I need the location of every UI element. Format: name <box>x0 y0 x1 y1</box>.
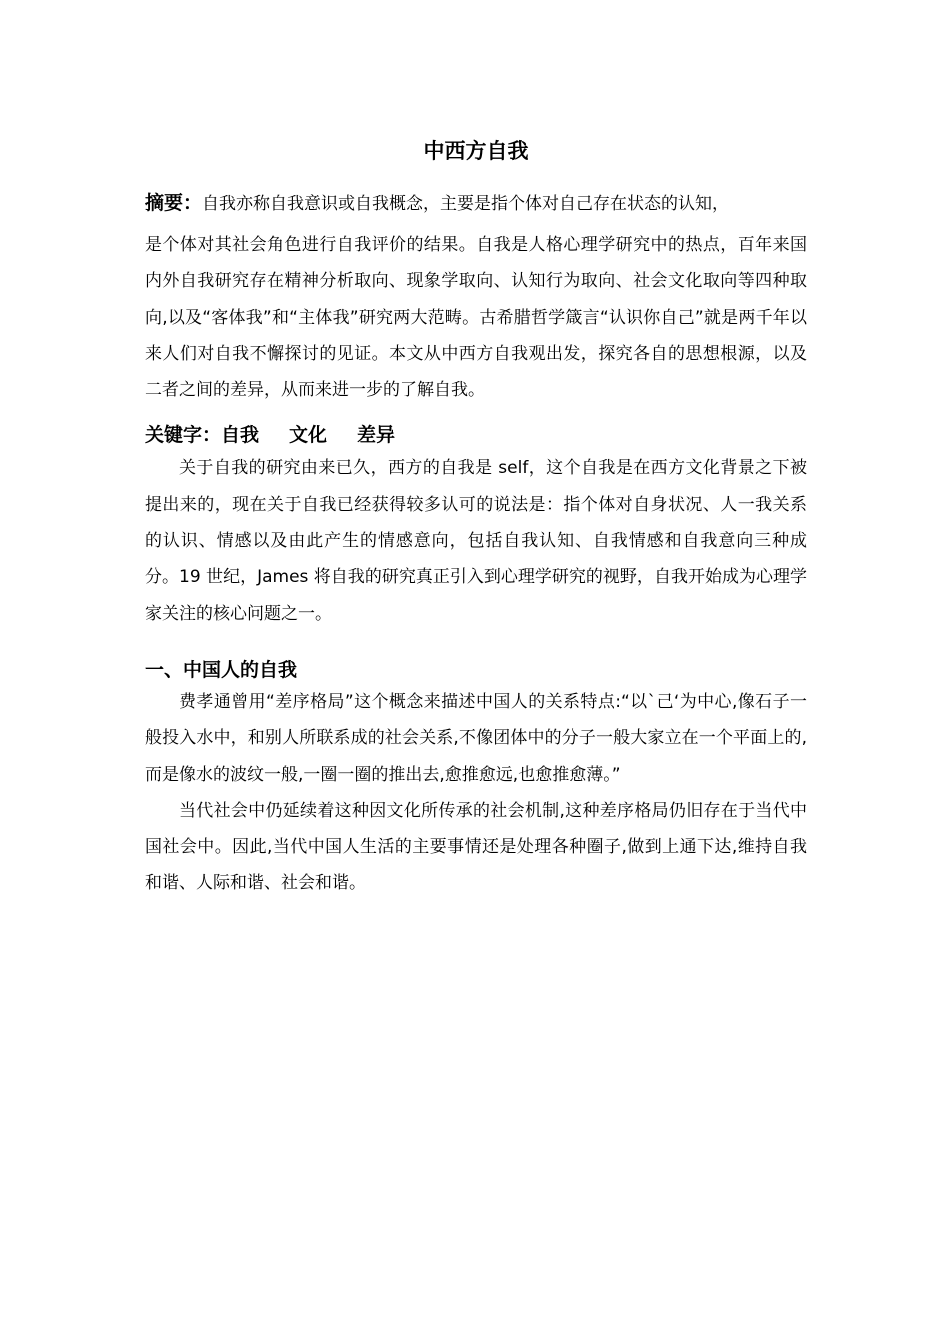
abstract-first-line-text: 自我亦称自我意识或自我概念，主要是指个体对自己存在状态的认知， <box>202 194 730 214</box>
section-paragraph: 当代社会中仍延续着这种因文化所传承的社会机制,这种差序格局仍旧存在于当代中国社会中。因此,当代中国人生活的主要事情还是处理各种圈子,做到上通下达,维持自我和谐、人际和谐、社会和谐。 <box>145 800 807 894</box>
keyword-item: 文化 <box>289 424 328 447</box>
keywords-line <box>145 420 807 450</box>
keyword-item: 差异 <box>357 424 396 447</box>
section-paragraph: 费孝通曾用“差序格局”这个概念来描述中国人的关系特点:“以`己‘为中心,像石子一般投入水中，和别人所联系成的社会关系,不像团体中的分子一般大家立在一个平面上的,而是像水的波纹一般,一圈一圈的推出去,愈推愈远,也愈推愈薄。” <box>145 691 807 785</box>
document-title: 中西方自我 <box>423 139 529 163</box>
keywords-label: 关键字： <box>145 424 222 447</box>
abstract-label: 摘要： <box>145 192 203 214</box>
abstract-first-line <box>145 190 807 217</box>
keyword-item: 自我 <box>221 424 260 447</box>
abstract-body: 是个体对其社会角色进行自我评价的结果。自我是人格心理学研究中的热点，百年来国内外自我研究存在精神分析取向、现象学取向、认知行为取向、社会文化取向等四种取向,以及“客体我”和“主体我”研究两大范畴。古希腊哲学箴言“认识你自己”就是两千年以来人们对自我不懈探讨的见证。本文从中西方自我观出发，探究各自的思想根源，以及二者之间的差异，从而来进一步的了解自我。 <box>145 235 807 401</box>
intro-paragraph: 关于自我的研究由来已久，西方的自我是 self，这个自我是在西方文化背景之下被提出来的，现在关于自我已经获得较多认可的说法是：指个体对自身状况、人一我关系的认识、情感以及由此产生的情感意向，包括自我认知、自我情感和自我意向三种成分。19 世纪，James 将自我的研究真正引入到心理学研究的视野，自我开始成为心理学家关注的核心问题之一。 <box>145 458 807 624</box>
section-heading: 一、中国人的自我 <box>145 658 298 681</box>
document-page <box>145 130 807 902</box>
